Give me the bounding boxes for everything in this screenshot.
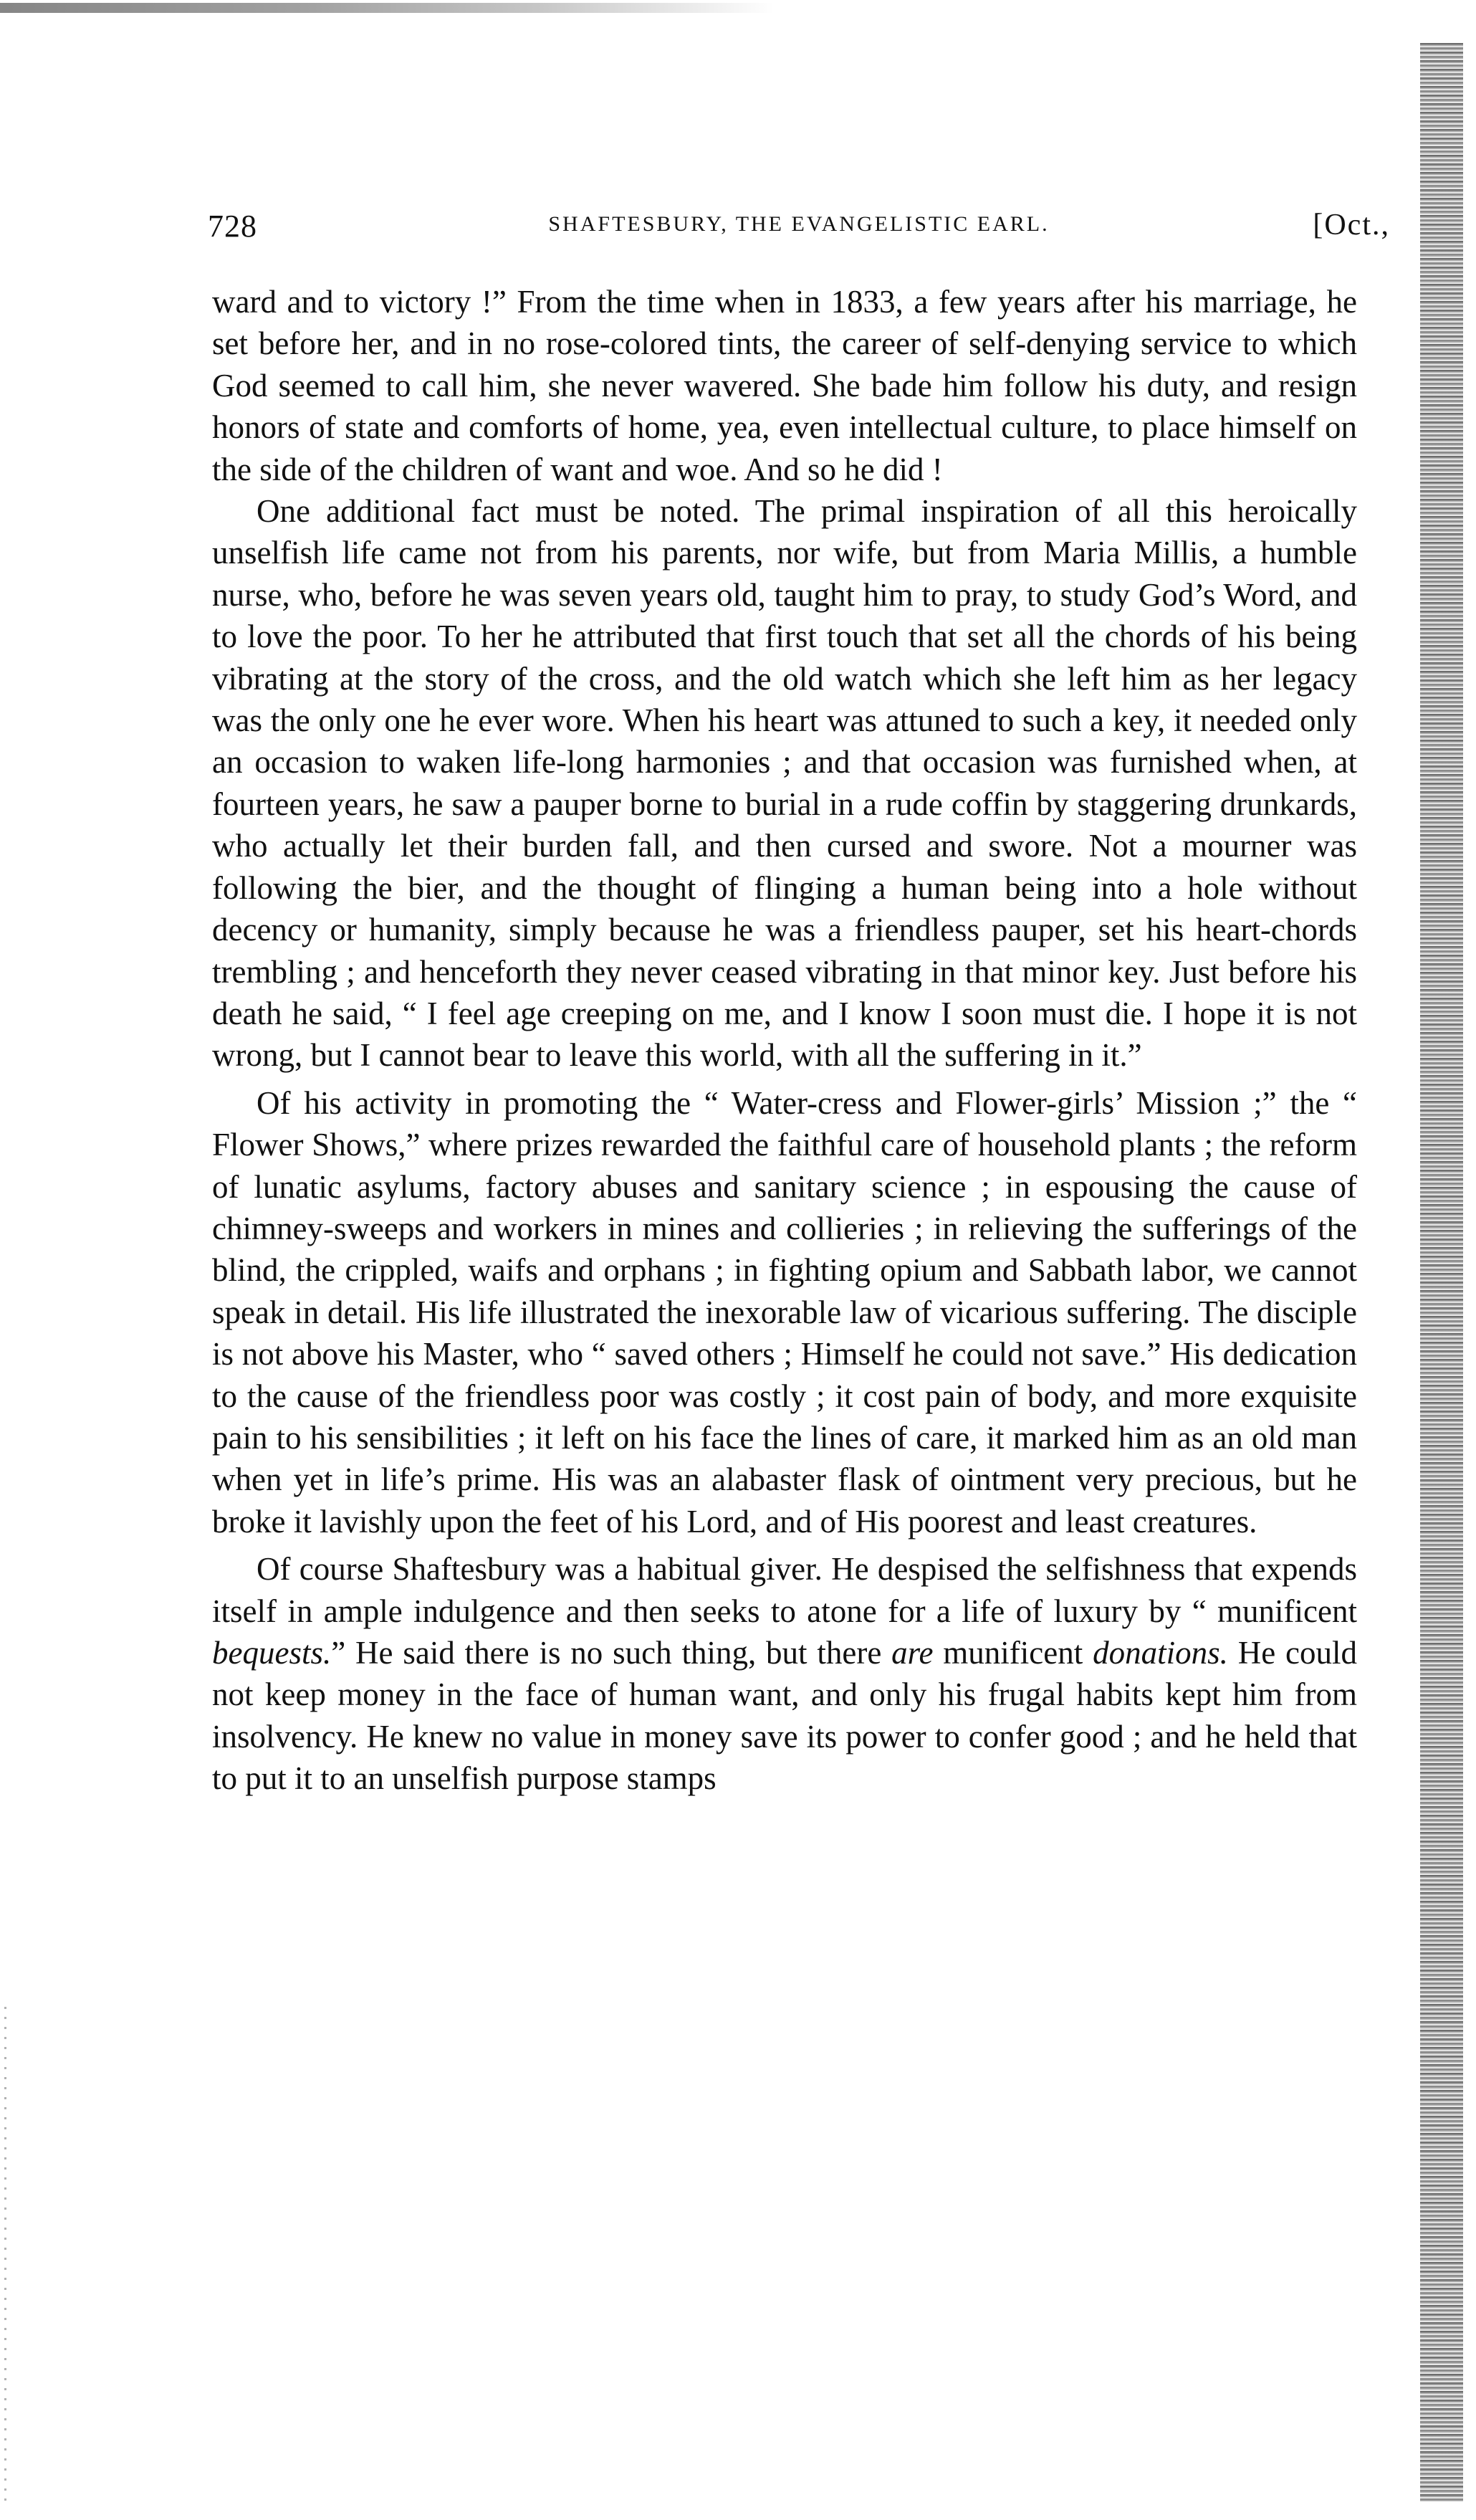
running-date: [Oct., xyxy=(1313,209,1390,242)
scan-edge-left xyxy=(4,2007,6,2509)
scan-binding-edge xyxy=(1420,43,1463,2501)
emphasis-are: are xyxy=(891,1635,934,1671)
paragraph-giver-text-1: Of course Shaftesbury was a habitual giver. He despised the selfishness that expends itself in ample indulgence and then seeks to atone for a life of luxury by “ munificent xyxy=(212,1551,1357,1629)
emphasis-bequests: bequests. xyxy=(212,1635,332,1671)
scan-edge-top xyxy=(0,3,774,13)
running-header xyxy=(208,208,1390,251)
paragraph-giver-text-3: munificent xyxy=(933,1635,1093,1671)
emphasis-donations: donations. xyxy=(1093,1635,1228,1671)
paragraph-giver-text-2: ” He said there is no such thing, but there xyxy=(331,1635,892,1671)
paragraph-giver xyxy=(212,1548,1357,1799)
paragraph-continued: ward and to victory !” From the time when in 1833, a few years after his marriage, he set before her, and in no rose-colored tints, the career of self-denying service to which God seemed to call him, she never wavered. She bade him follow his duty, and resign honors of state and comforts of home, yea, even intellectual culture, to place himself on the side of the children of want and woe. And so he did ! xyxy=(212,284,1357,487)
paragraph-maria-millis: One additional fact must be noted. The primal inspiration of all this heroically unselfish life came not from his parents, nor wife, but from Maria Millis, a humble nurse, who, before he was seven years old, taught him to pray, to study God’s Word, and to love the poor. To her he attributed that first touch that set all the chords of his being vibrating at the story of the cross, and the old watch which she left him as her legacy was the only one he ever wore. When his heart was attuned to such a key, it needed only an occasion to waken life-long harmonies ; and that occasion was furnished when, at fourteen years, he saw a pauper borne to burial in a rude coffin by staggering drunkards, who actually let their burden fall, and then cursed and swore. Not a mourner was following the bier, and the thought of flinging a human being into a hole without decency or humanity, simply because he was a friendless pauper, set his heart-chords trembling ; and henceforth they never ceased vibrating in that minor key. Just before his death he said, “ I feel age creeping on me, and I know I soon must die. I hope it is not wrong, but I cannot bear to leave this world, with all the suffering in it.” xyxy=(212,493,1357,1074)
paragraph-activities: Of his activity in promoting the “ Water-cress and Flower-girls’ Mission ;” the “ Flower Shows,” where prizes rewarded the faithful care of household plants ; the reform of lunatic asylums, factory abuses and sanitary science ; in espousing the cause of chimney-sweeps and workers in mines and collieries ; in relieving the sufferings of the blind, the crippled, waifs and orphans ; in fighting opium and Sabbath labor, we cannot speak in detail. His life illustrated the inexorable law of vicarious suffering. The disciple is not above his Master, who “ saved others ; Himself he could not save.” His dedication to the cause of the friendless poor was costly ; it cost pain of body, and more exquisite pain to his sensibilities ; it left on his face the lines of care, it marked him as an old man when yet in life’s prime. His was an alabaster flask of ointment very precious, but he broke it lavishly upon the feet of his Lord, and of His poorest and least creatures. xyxy=(212,1084,1357,1540)
page-number: 728 xyxy=(208,209,257,244)
paragraph-giver-text-4: He could not keep money in the face of human want, and only his frugal habits kept him from insolvency. He knew no value in money save its power to confer good ; and he held that to put it to an unselfish purpose stamps xyxy=(212,1635,1357,1797)
article-body xyxy=(212,281,1357,1800)
running-title: SHAFTESBURY, THE EVANGELISTIC EARL. xyxy=(548,212,1050,236)
